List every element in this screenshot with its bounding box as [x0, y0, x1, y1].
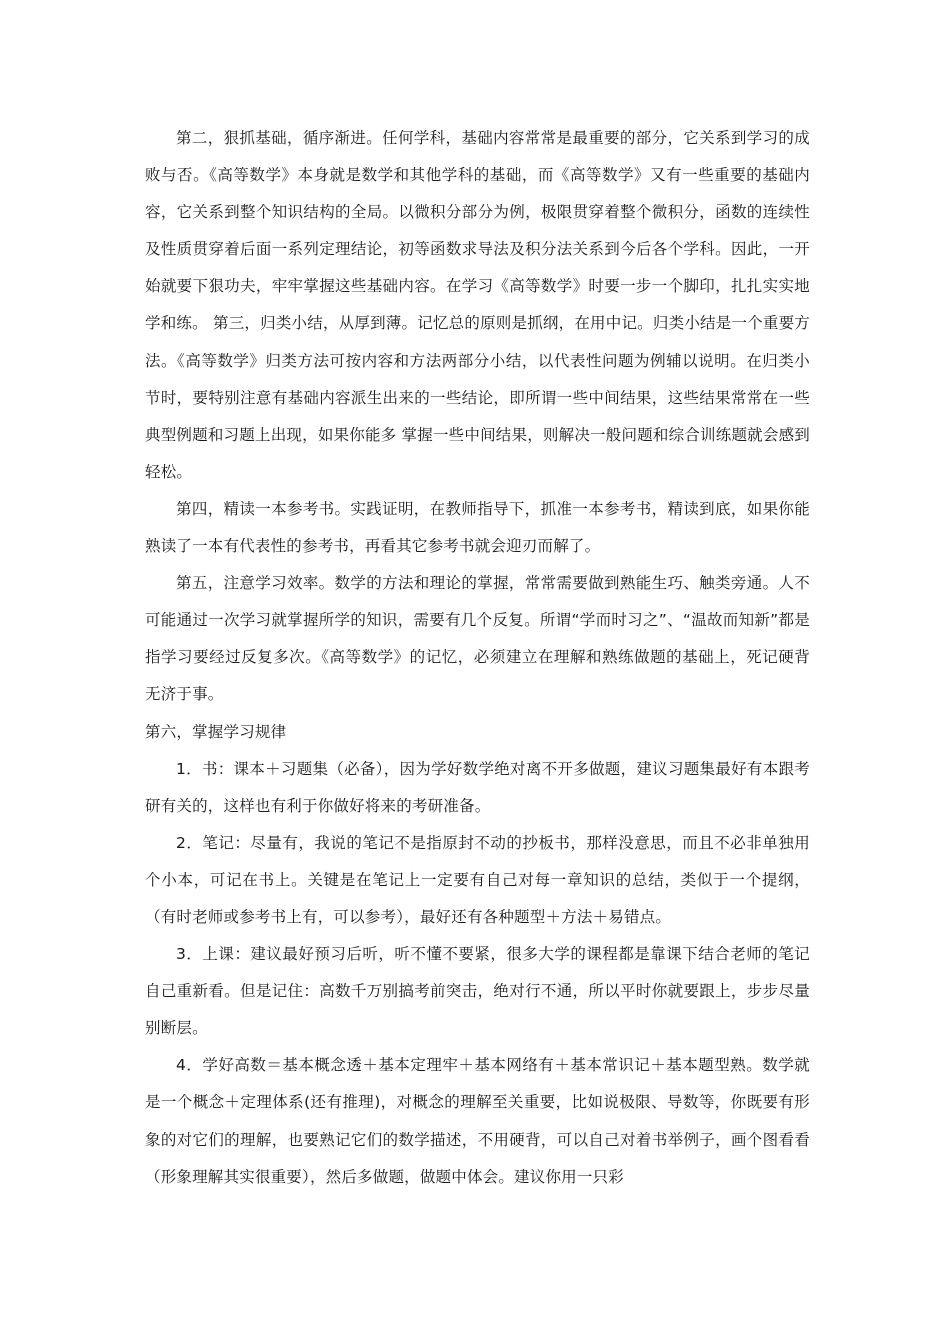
- list-item-notes: 2．笔记：尽量有，我说的笔记不是指原封不动的抄板书，那样没意思，而且不必非单独用个小本，可记在书上。关键是在笔记上一定要有自己对每一章知识的总结，类似于一个提纲，（有时老师或参考书上有，可以参考），最好还有各种题型＋方法＋易错点。: [145, 833, 810, 926]
- list-item-advanced-math: 4．学好高数＝基本概念透＋基本定理牢＋基本网络有＋基本常识记＋基本题型熟。数学就是一个概念＋定理体系(还有推理)，对概念的理解至关重要，比如说极限、导数等，你既要有形象的对它们的理解，也要熟记它们的数学描述，不用硬背，可以自己对着书举例子，画个图看看（形象理解其实很重要），然后多做题，做题中体会。建议你用一只彩: [145, 1056, 810, 1186]
- list-item-lectures: 3．上课：建议最好预习后听，听不懂不要紧，很多大学的课程都是靠课下结合老师的笔记自己重新看。但是记住：高数千万别搞考前突击，绝对行不通，所以平时你就要跟上，步步尽量别断层。: [145, 945, 810, 1038]
- paragraph-study-efficiency: 第五，注意学习效率。数学的方法和理论的掌握，常常需要做到熟能生巧、触类旁通。人不可能通过一次学习就掌握所学的知识，需要有几个反复。所谓“学而时习之”、“温故而知新”都是指学习要经过反复多次。《高等数学》的记忆，必须建立在理解和熟练做题的基础上，死记硬背无济于事。: [145, 574, 810, 704]
- document-body: [145, 120, 810, 1196]
- list-item-books: 1．书：课本＋习题集（必备），因为学好数学绝对离不开多做题，建议习题集最好有本跟考研有关的，这样也有利于你做好将来的考研准备。: [145, 759, 810, 815]
- section-heading-learning-rules: 第六，掌握学习规律: [145, 722, 287, 741]
- paragraph-reference-book: 第四，精读一本参考书。实践证明，在教师指导下，抓准一本参考书，精读到底，如果你能熟读了一本有代表性的参考书，再看其它参考书就会迎刃而解了。: [145, 499, 810, 556]
- paragraph-basics-and-summary: 第二，狠抓基础，循序渐进。任何学科，基础内容常常是最重要的部分，它关系到学习的成败与否。《高等数学》本身就是数学和其他学科的基础，而《高等数学》又有一些重要的基础内容，它关系到整个知识结构的全局。以微积分部分为例，极限贯穿着整个微积分，函数的连续性及性质贯穿着后面一系列定理结论，初等函数求导法及积分法关系到今后各个学科。因此，一开始就要下狠功夫，牢牢掌握这些基础内容。在学习《高等数学》时要一步一个脚印，扎扎实实地学和练。 第三，归类小结，从厚到薄。记忆总的原则是抓纲，在用中记。归类小结是一个重要方法。《高等数学》归类方法可按内容和方法两部分小结，以代表性问题为例辅以说明。在归类小节时，要特别注意有基础内容派生出来的一些结论，即所谓一些中间结果，这些结果常常在一些典型例题和习题上出现，如果你能多 掌握一些中间结果，则解决一般问题和综合训练题就会感到轻松。: [145, 129, 810, 481]
